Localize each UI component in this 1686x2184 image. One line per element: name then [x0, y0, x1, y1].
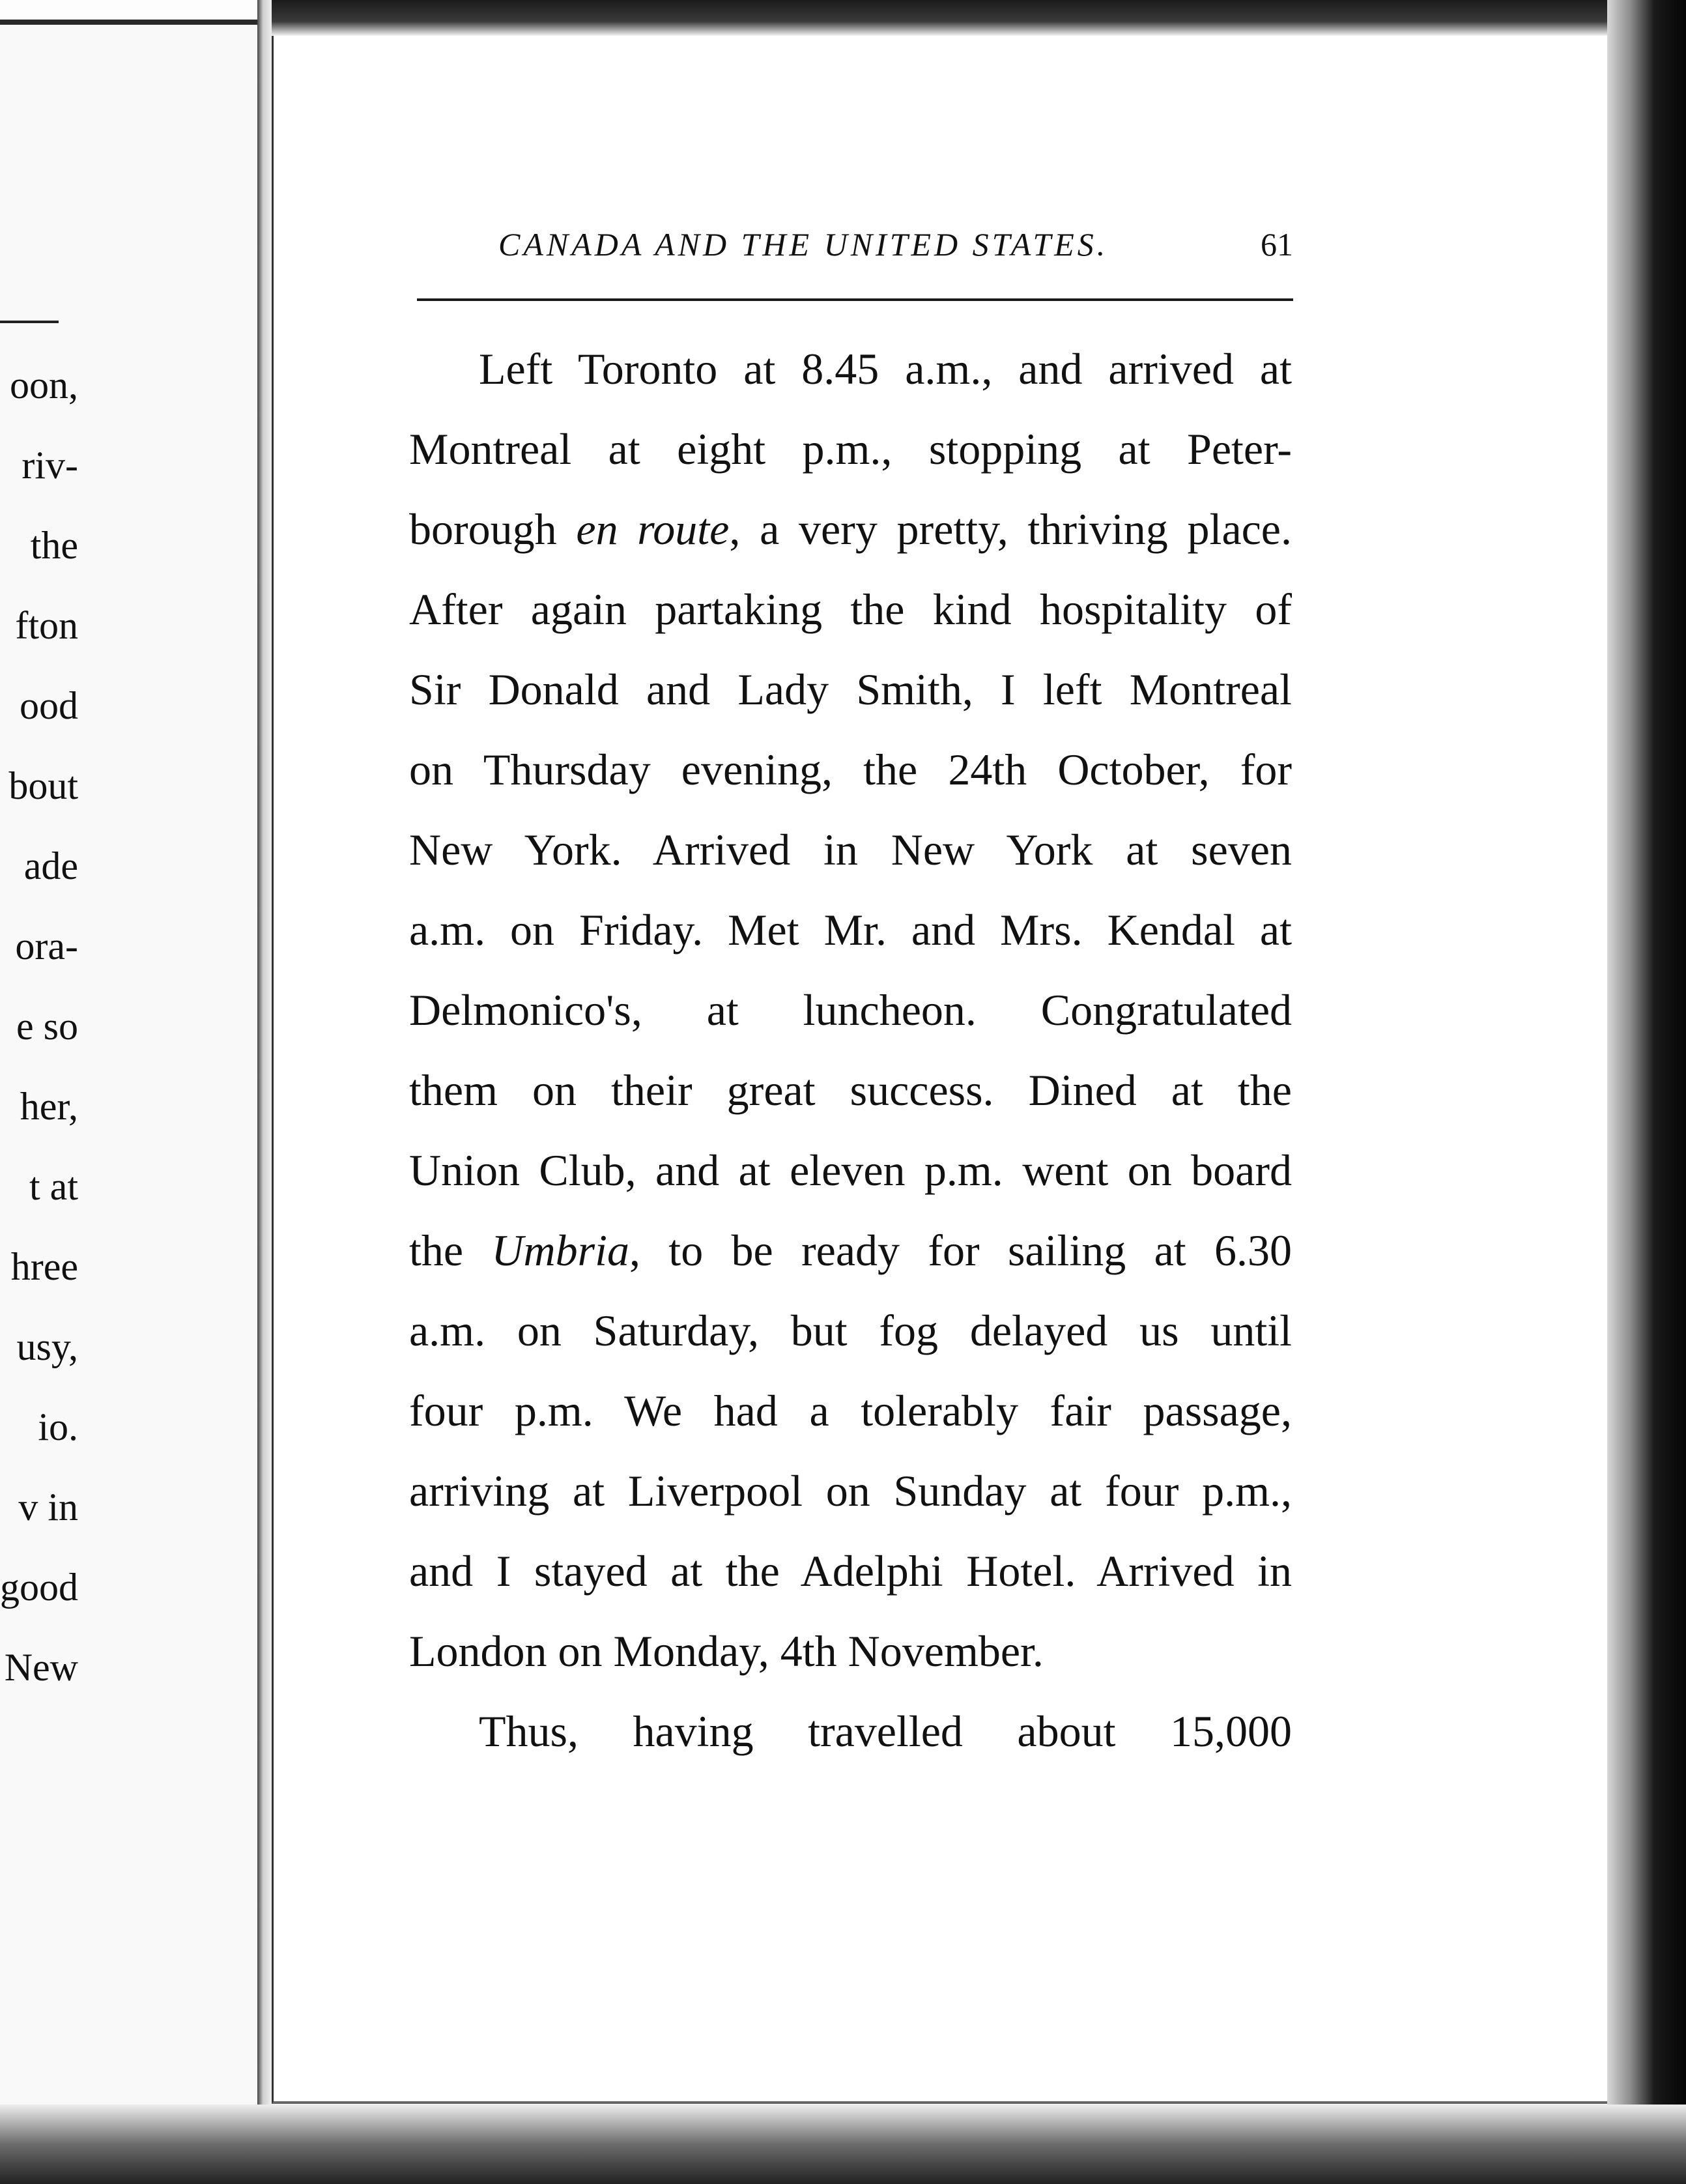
previous-page — [0, 20, 260, 2157]
body-line: After again partaking the kind hospitality of — [409, 584, 1292, 634]
body-line-text: the — [409, 1226, 492, 1275]
book-gutter — [257, 0, 272, 2184]
running-head — [417, 218, 1293, 270]
body-line: four p.m. We had a tolerably fair passage, — [409, 1386, 1292, 1435]
body-line: a.m. on Friday. Met Mr. and Mrs. Kendal at — [409, 905, 1292, 955]
previous-page-line: io. — [38, 1405, 78, 1448]
body-line: London on Monday, 4th November. — [409, 1626, 1044, 1676]
body-line: and I stayed at the Adelphi Hotel. Arrived in — [409, 1546, 1292, 1596]
scan-top-edge — [272, 0, 1607, 36]
previous-page-line: ora- — [15, 925, 78, 968]
body-line: Delmonico's, at luncheon. Congratulated — [409, 985, 1292, 1035]
italic-term: Umbria — [491, 1226, 629, 1275]
previous-page-line: e so — [16, 1005, 78, 1048]
previous-page-line: usy, — [16, 1325, 78, 1368]
running-title: CANADA AND THE UNITED STATES. — [498, 226, 1109, 263]
previous-page-rule — [0, 321, 59, 323]
page-number: 61 — [1261, 226, 1293, 263]
body-line — [409, 1211, 1292, 1291]
body-line: Sir Donald and Lady Smith, I left Montreal — [409, 665, 1292, 714]
previous-page-line: her, — [20, 1085, 78, 1128]
body-line: Montreal at eight p.m., stopping at Peter- — [409, 424, 1292, 474]
book-cover-edge — [1607, 0, 1686, 2184]
body-line: Thus, having travelled about 15,000 — [479, 1706, 1292, 1756]
previous-page-line: New — [4, 1646, 78, 1689]
page-edge — [0, 20, 257, 25]
previous-page-line: good — [0, 1566, 78, 1609]
previous-page-line: oon, — [10, 364, 78, 407]
previous-page-text — [0, 345, 78, 1708]
body-text — [409, 329, 1292, 1772]
previous-page-line: the — [30, 524, 78, 567]
previous-page-line: riv- — [21, 444, 78, 487]
previous-page-line: ood — [20, 684, 78, 727]
italic-term: en route — [576, 504, 730, 554]
body-line-text: borough — [409, 504, 577, 554]
previous-page-line: t at — [29, 1165, 78, 1208]
body-line-text: , a very pretty, thriving place. — [729, 504, 1292, 554]
previous-page-line: v in — [18, 1486, 78, 1529]
body-line: Left Toronto at 8.45 a.m., and arrived at — [479, 344, 1292, 394]
previous-page-line: bout — [8, 764, 78, 807]
body-line: on Thursday evening, the 24th October, for — [409, 745, 1292, 794]
previous-page-line: hree — [10, 1245, 78, 1288]
body-line: Union Club, and at eleven p.m. went on board — [409, 1145, 1292, 1195]
body-line: a.m. on Saturday, but fog delayed us until — [409, 1306, 1292, 1355]
body-line: arriving at Liverpool on Sunday at four p.m., — [409, 1466, 1292, 1516]
body-line — [409, 489, 1292, 569]
body-line-text: , to be ready for sailing at 6.30 — [629, 1226, 1292, 1275]
scan-bottom-edge — [0, 2105, 1686, 2184]
previous-page-line: ade — [23, 844, 78, 887]
header-rule — [417, 298, 1293, 301]
body-line: them on their great success. Dined at the — [409, 1065, 1292, 1115]
body-line: New York. Arrived in New York at seven — [409, 825, 1292, 874]
previous-page-line: fton — [15, 604, 78, 647]
